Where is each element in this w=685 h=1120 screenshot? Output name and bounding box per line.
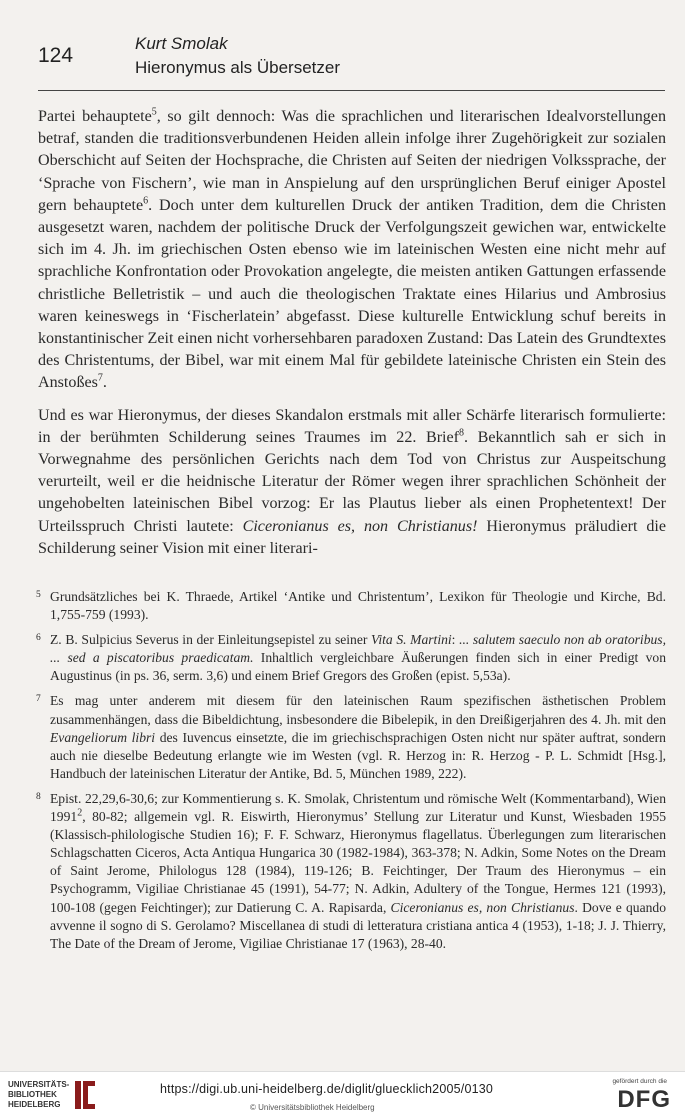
library-logo-icon	[74, 1079, 96, 1111]
footnote-text: Grundsätzliches bei K. Thraede, Artikel ‘Antike und Christentum’, Lexikon für Theologie und Kirche, Bd. 1,755-759 (1993).	[50, 589, 666, 623]
footnote-text: Z. B. Sulpicius Severus in der Einleitungsepistel zu seiner Vita S. Martini: ... salutem saeculo non ab oratoribus, ... sed a piscatoribus praedicatam. Inhaltlich vergleichbare Äußerungen finden sich in einer Predigt von Augustinus (in ps. 36, serm. 3,6) und einem Brief Gregors des Großen (epist. 5,53a).	[50, 632, 666, 684]
footnote-ref-5[interactable]: 5	[151, 106, 157, 118]
paragraph-2: Und es war Hieronymus, der dieses Skandalon erstmals mit aller Schärfe literarisch formulierte: in der berühmten Schilderung seines Traumes im 22. Brief$^8$. Bekanntlich sah er sich in Vorwegnahme des persönlichen Gerichts nach dem Tod von Christus zur Auspeitschung verurteilt, weil er die heidnische Literatur der Römer wegen ihrer sprachlichen Schönheit der ungehobelten lateinischen Bibel vorzog: Er las Plautus lieber als einen Prophetentext! Der Urteilsspruch Christi lautete: Ciceronianus es, non Christianus! Hieronymus präludiert die Schilderung seiner Vision mit einer literari-	[38, 406, 666, 557]
library-name: UNIVERSITÄTS- BIBLIOTHEK HEIDELBERG	[8, 1080, 70, 1109]
footnote-number: 6	[36, 633, 41, 644]
running-head-author: Kurt Smolak	[135, 34, 228, 53]
page-url-link[interactable]: https://digi.ub.uni-heidelberg.de/diglit/gluecklich2005/0130	[160, 1082, 494, 1096]
footnote-text: Epist. 22,29,6-30,6; zur Kommentierung s. K. Smolak, Christentum und römische Welt (Kommentarband), Wien 1991$^2$, 80-82; allgemein vgl. R. Eiswirth, Hieronymus’ Stellung zur Literatur und Kunst, Wiesbaden 1955 (Klassisch-philologische Studien 16); F. F. Schwarz, Hieronymus flagellatus. Überlegungen zum literarischen Schlagschatten Ciceros, Acta Antiqua Hungarica 30 (1982-1984), 363-378; N. Adkin, Some Notes on the Dream of Saint Jerome, Philologus 128 (1984), 119-126; B. Feichtinger, Der Traum des Hieronymus – ein Psychogramm, Vigiliae Christianae 45 (1991), 54-77; N. Adkin, Adultery of the Tongue, Hermes 121 (1993), 100-108 (gegen Feichtinger); zur Datierung C. A. Rapisarda, Ciceronianus es, non Christianus. Dove e quando avvenne il sogno di S. Gerolamo? Miscellanea di studi di letteratura cristiana antica 4 (1953), 1-18; J. J. Thierry, The Date of the Dream of Jerome, Vigiliae Christianae 17 (1963), 28-40.	[50, 790, 666, 951]
footnote-7	[38, 692, 666, 782]
copyright-note: © Universitätsbibliothek Heidelberg	[250, 1103, 375, 1112]
funder-note: gefördert durch die	[612, 1078, 667, 1085]
running-head-title: Hieronymus als Übersetzer	[135, 58, 341, 77]
footnote-number: 7	[36, 694, 41, 705]
footnote-number: 8	[36, 791, 41, 802]
page-number: 124	[38, 44, 74, 67]
footnote-6	[38, 631, 666, 685]
footnote-ref-6[interactable]: 6	[143, 195, 149, 207]
header-rule	[38, 90, 665, 91]
dfg-logo: DFG	[617, 1086, 671, 1113]
main-text	[38, 106, 666, 570]
footnote-text: Es mag unter anderem mit diesem für den lateinischen Raum spezifischen ästhetischen Problem zusammenhängen, dass die Bibeldichtung, insbesondere die Bibelepik, in den Dreißigerjahren des 4. Jh. mit den Evangeliorum libri des Iuvencus einsetzte, die im griechischsprachigen Osten nicht nur später auftrat, sondern auch nie dieselbe Bedeutung erlangte wie im Westen (vgl. R. Herzog in: R. Herzog - P. L. Schmidt [Hsg.], Handbuch der lateinischen Literatur der Antike, Bd. 5, München 1989, 222).	[50, 693, 666, 781]
paragraph-1: Partei behauptete$^5$, so gilt dennoch: Was die sprachlichen und literarischen Idealvorstellungen betraf, standen die traditionsverbundenen Heiden allein infolge ihrer Zugehörigkeit zur sozialen Oberschicht auf Seiten der Hochsprache, die Christen auf Seiten der niedrigen Volkssprache, der ‘Sprache von Fischern’, wie man in Anspielung auf den ursprünglichen Beruf einiger Apostel gern behauptete$^6$. Doch unter dem kulturellen Druck der antiken Tradition, dem die Christen ausgesetzt waren, nachdem der politische Druck der Verfolgungszeit gewichen war, entwickelte sich im 4. Jh. im griechischen Osten ebenso wie im lateinischen Westen eine nicht mehr auf sprachliche Konfrontation oder Provokation angelegte, die meisten antiken Gattungen erfassende christliche Belletristik – und auch die theologischen Traktate eines Hilarius und Ambrosius waren keineswegs in ‘Fischerlatein’ abgefasst. Diese kulturelle Entwicklung schuf bereits in konstantinischer Zeit einen nicht vorhersehbaren paradoxen Zustand: Das Latein des Grundtextes des Christentums, der Bibel, war mit einem Mal für gebildete lateinische Christen ein Stein des Anstoßes$^7$.	[38, 106, 666, 392]
footnote-ref-7[interactable]: 7	[97, 373, 103, 385]
footnote-8	[38, 790, 666, 953]
footnote-number: 5	[36, 590, 41, 600]
footnote-5	[38, 588, 666, 624]
footnote-ref-8[interactable]: 8	[459, 427, 465, 439]
footnotes	[38, 588, 666, 960]
quote-italic: Ciceronianus es, non Christianus!	[242, 517, 478, 535]
viewer-footer	[0, 1071, 685, 1120]
